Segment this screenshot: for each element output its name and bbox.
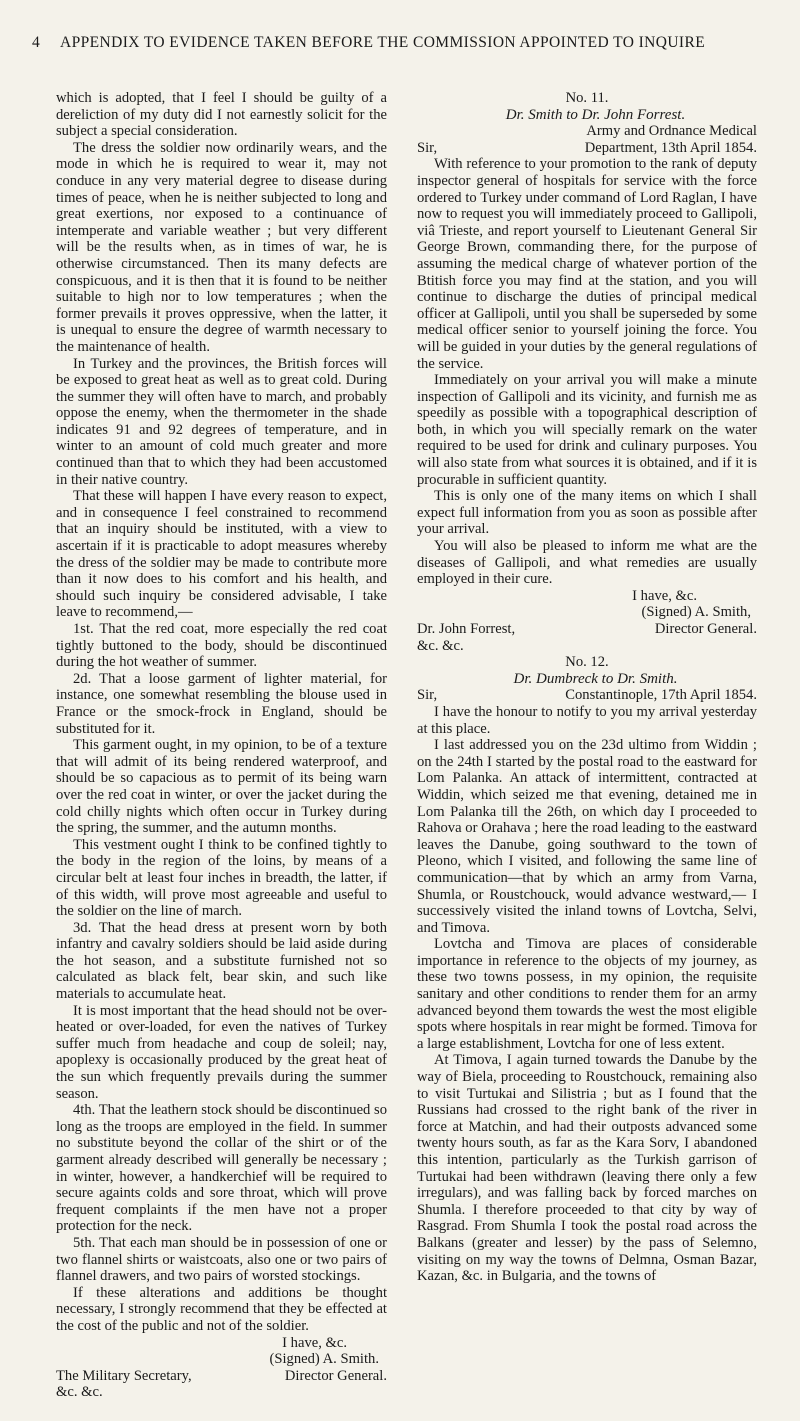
paragraph: You will also be pleased to inform me what are the diseases of Gallipoli, and what remedies are usually employed in their cure. — [417, 538, 757, 588]
correspondents-heading: Dr. Dumbreck to Dr. Smith. — [513, 670, 678, 687]
page-number: 4 — [32, 34, 41, 51]
paragraph: In Turkey and the provinces, the British forces will be exposed to great heat as well as to great cold. During the summer they will often have to march, and probably oppose the enemy, when the thermometer in the shade indicates 91 and 92 degrees of temperature, and in winter to an amount of cold much greater and more continued than that to which they had been accustomed in their native country. — [56, 355, 387, 488]
paragraph: Immediately on your arrival you will make a minute inspection of Gallipoli and its vicinity, and furnish me as speedily as possible with a topographical description of both, in which you will specially remark on the water required to be used for drink and culinary purposes. You will also state from what sources it is obtained, and if it is procurable in sufficient quantity. — [417, 372, 757, 488]
paragraph: At Timova, I again turned towards the Danube by the way of Biela, proceeding to Roustchouck, remaining also to visit Turtukai and Silistria ; but as I found that the Russians had crossed to the right bank of the river in force at Matchin, and had their outposts advanced some twenty hours south, as far as the Kara Sorv, I abandoned this intention, particularly as the Turkish garrison of Turtukai had been withdrawn (leaving there only a few irregulars), and was falling back by forced marches on Shumla. I therefore proceeded to that city by way of Rasgrad. From Shumla I took the postal road across the Balkans (greater and lesser) by the pass of Selemno, visiting on my way the towns of Delmna, Osman Bazar, Kazan, &c. in Bulgaria, and the towns of — [417, 1052, 757, 1285]
left-column — [56, 90, 387, 1401]
paragraph: The dress the soldier now ordinarily wears, and the mode in which he is required to wear it, may not conduce in any very material degree to disease during times of peace, when he is neither subjected to long and great exertions, nor exposed to a continuance of intemperate and variable weather ; but very different will be the results when, as in times of war, he is otherwise circumstanced. Then its many defects are conspicuous, and it is then that it is found to be neither suitable to high nor to low temperatures ; when the former prevails it proves oppressive, when the latter, it is unequal to ensure the degree of warmth necessary to the maintenance of health. — [56, 139, 387, 355]
recommendation-item: 1st. That the red coat, more especially the red coat tightly buttoned to the body, should be discontinued during the hot weather of summer. — [56, 621, 387, 671]
etc-line: &c. &c. — [56, 1384, 103, 1401]
recommendation-item: 3d. That the head dress at present worn by both infantry and cavalry soldiers should be laid aside during the hot season, and a substitute furnished not so calculated as black felt, bear skin, and such like materials to accumulate heat. — [56, 919, 387, 1003]
department-line: Army and Ordnance Medical — [586, 123, 757, 140]
closing-line: I have, &c. — [282, 1334, 347, 1351]
etc-line: &c. &c. — [417, 637, 464, 654]
paragraph: This vestment ought I think to be confined tightly to the body in the region of the loins, by means of a circular belt at least four inches in breadth, the latter, if of this width, will prove most agreeable and useful to the soldier on the line of march. — [56, 836, 387, 920]
signer-title: Director General. — [284, 1367, 387, 1384]
addressee-line — [417, 621, 757, 638]
recommendation-item: 2d. That a loose garment of lighter material, for instance, one somewhat resembling the blouse used in France or the smock-frock in England, should be substituted for it. — [56, 670, 387, 737]
department-date: Department, 13th April 1854. — [584, 139, 757, 156]
paragraph: That these will happen I have every reason to expect, and in consequence I feel constrained to recommend that an inquiry should be instituted, with a view to ascertain if it is practicable to adopt measures whereby the dress of the soldier may be made to contribute more than it now does to his comfort and his health, and should such inquiry be considered advisable, I take leave to recommend,— — [56, 488, 387, 621]
addressee-line — [56, 1368, 387, 1385]
salutation-line — [417, 140, 757, 157]
paragraph: I last addressed you on the 23d ultimo from Widdin ; on the 24th I started by the postal road to the eastward for Lom Palanka. An attack of intermittent, contracted at Widdin, which seized me that evening, detained me in Lom Palanka till the 26th, on which day I proceeded to Rahova or Orahava ; here the road leading to the eastward leaves the Danube, going southward to the town of Pleono, which I visited, and following the same line of communication—that by which an army from Varna, Shumla, or Roustchouck, would advance westward,— I successively visited the inland towns of Lovtcha, Selvi, and Timova. — [417, 737, 757, 936]
salutation: Sir, — [417, 139, 438, 156]
running-title: APPENDIX TO EVIDENCE TAKEN BEFORE THE COMMISSION APPOINTED TO INQUIRE — [60, 34, 706, 51]
running-header — [0, 34, 800, 58]
recommendation-item: 5th. That each man should be in possession of one or two flannel shirts or waistcoats, also one or two pairs of flannel drawers, and two pairs of worsted stockings. — [56, 1234, 387, 1285]
signature-line: (Signed) A. Smith, — [641, 604, 751, 621]
signature-line: (Signed) A. Smith. — [269, 1351, 379, 1368]
salutation-line — [417, 687, 757, 704]
addressee: Dr. John Forrest, — [417, 621, 516, 637]
paragraph: If these alterations and additions be thought necessary, I strongly recommend that they be effected at the cost of the public and not of the soldier. — [56, 1284, 387, 1334]
addressee: The Military Secretary, — [56, 1367, 192, 1384]
signer-title: Director General. — [654, 621, 757, 637]
paragraph: It is most important that the head should not be over-heated or over-loaded, for even the natives of Turkey suffer much from headache and coup de soleil; nay, apoplexy is occasionally produced by the great heat of the sun which frequently prevails during the summer season. — [56, 1002, 387, 1102]
document-number: No. 12. — [565, 654, 609, 671]
recommendation-item: 4th. That the leathern stock should be discontinued so long as the troops are employed in the field. In summer no substitute beyond the collar of the shirt or of the garment already described will generally be necessary ; in winter, however, a handkerchief will be required to secure againts colds and sore throat, which will prove frequent complaints if the men have not a proper protection for the neck. — [56, 1102, 387, 1235]
right-column — [417, 90, 757, 1285]
paragraph: This garment ought, in my opinion, to be of a texture that will admit of its being rendered waterproof, and should be so capacious as to permit of its being warn over the red coat in winter, or over the jacket during the cold chilly nights which often occur in Turkey during the spring, the summer, and the autumn months. — [56, 737, 387, 837]
paragraph: With reference to your promotion to the rank of deputy inspector general of hospitals for service with the force ordered to Turkey under command of Lord Raglan, I have now to request you will immediately proceed to Gallipoli, viâ Trieste, and report yourself to Lieutenant General Sir George Brown, commanding there, for the purpose of assuming the medical charge of whatever portion of the Btitish force you may find at the station, and you will continue to discharge the duties of principal medical officer at Gallipoli, until you shall be superseded by some medical officer senior to yourself joining the force. You will be guided in your duties by the general regulations of the service. — [417, 156, 757, 372]
place-date: Constantinople, 17th April 1854. — [565, 687, 757, 704]
paragraph: Lovtcha and Timova are places of considerable importance in reference to the objects of my journey, as these two towns possess, in my opinion, the requisite sanitary and other conditions to render them for an army advanced beyond them towards the west the most eligible spots where hospitals in rear might be formed. Timova for a large establishment, Lovtcha for one of less extent. — [417, 936, 757, 1052]
paragraph: This is only one of the many items on which I shall expect full information from you as soon as possible after your arrival. — [417, 488, 757, 538]
salutation: Sir, — [417, 687, 438, 704]
document-number: No. 11. — [565, 90, 609, 106]
paragraph: I have the honour to notify to you my arrival yesterday at this place. — [417, 703, 757, 737]
closing-line: I have, &c. — [632, 587, 697, 604]
correspondents-heading: Dr. Smith to Dr. John Forrest. — [505, 106, 686, 123]
paragraph: which is adopted, that I feel I should be guilty of a dereliction of my duty did I not earnestly solicit for the subject a special consideration. — [56, 90, 387, 140]
